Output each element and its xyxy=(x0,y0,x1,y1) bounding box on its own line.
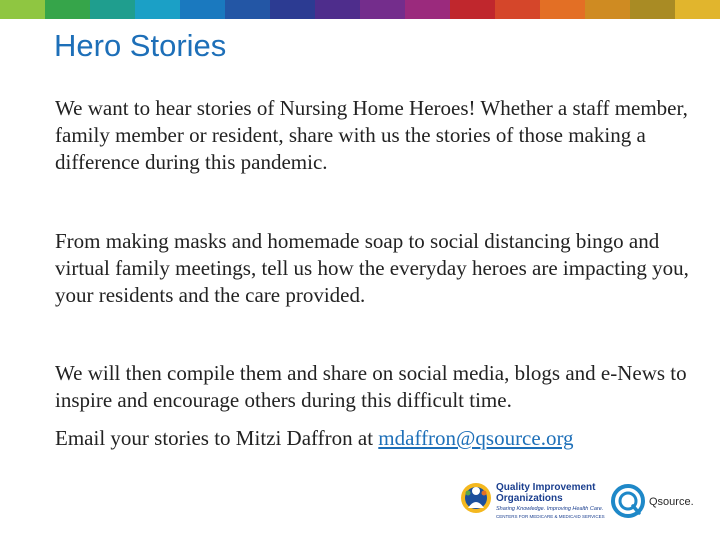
color-bar-segment xyxy=(540,0,585,19)
color-bar-segment xyxy=(0,0,45,19)
color-bar-segment xyxy=(495,0,540,19)
color-bar-segment xyxy=(180,0,225,19)
color-bar-segment xyxy=(630,0,675,19)
qio-emblem-icon xyxy=(458,478,494,518)
color-bar-segment xyxy=(315,0,360,19)
color-bar-segment xyxy=(270,0,315,19)
color-bar-segment xyxy=(675,0,720,19)
intro-paragraph: We want to hear stories of Nursing Home Heroes! Whether a staff member, family member or resident, share with us the stories of those making a difference during this pandemic. xyxy=(55,96,688,174)
qsource-logo xyxy=(611,482,701,522)
qio-logo-title: Quality Improvement Organizations xyxy=(496,482,596,504)
qsource-emblem-icon xyxy=(611,482,645,520)
email-prefix: Email your stories to Mitzi Daffron at xyxy=(55,426,379,450)
email-link[interactable]: mdaffron@qsource.org xyxy=(378,426,574,450)
compile-paragraph: We will then compile them and share on social media, blogs and e-News to inspire and encourage others during this difficult time. xyxy=(55,361,687,412)
color-bar-segment xyxy=(45,0,90,19)
color-bar-segment xyxy=(405,0,450,19)
email-paragraph xyxy=(55,425,705,452)
header-color-bar xyxy=(0,0,720,19)
qio-logo xyxy=(458,478,604,524)
color-bar-segment xyxy=(135,0,180,19)
qsource-wordmark: Qsource. xyxy=(649,496,694,508)
color-bar-segment xyxy=(585,0,630,19)
color-bar-segment xyxy=(90,0,135,19)
examples-paragraph: From making masks and homemade soap to social distancing bingo and virtual family meetings, tell us how the everyday heroes are impacting you, your residents and the care provided. xyxy=(55,229,689,307)
qio-logo-tagline: Sharing Knowledge. Improving Health Care. xyxy=(496,506,604,512)
qio-logo-subtitle: CENTERS FOR MEDICARE & MEDICAID SERVICES xyxy=(496,514,605,519)
color-bar-segment xyxy=(450,0,495,19)
color-bar-segment xyxy=(360,0,405,19)
slide-title: Hero Stories xyxy=(54,28,227,63)
color-bar-segment xyxy=(225,0,270,19)
